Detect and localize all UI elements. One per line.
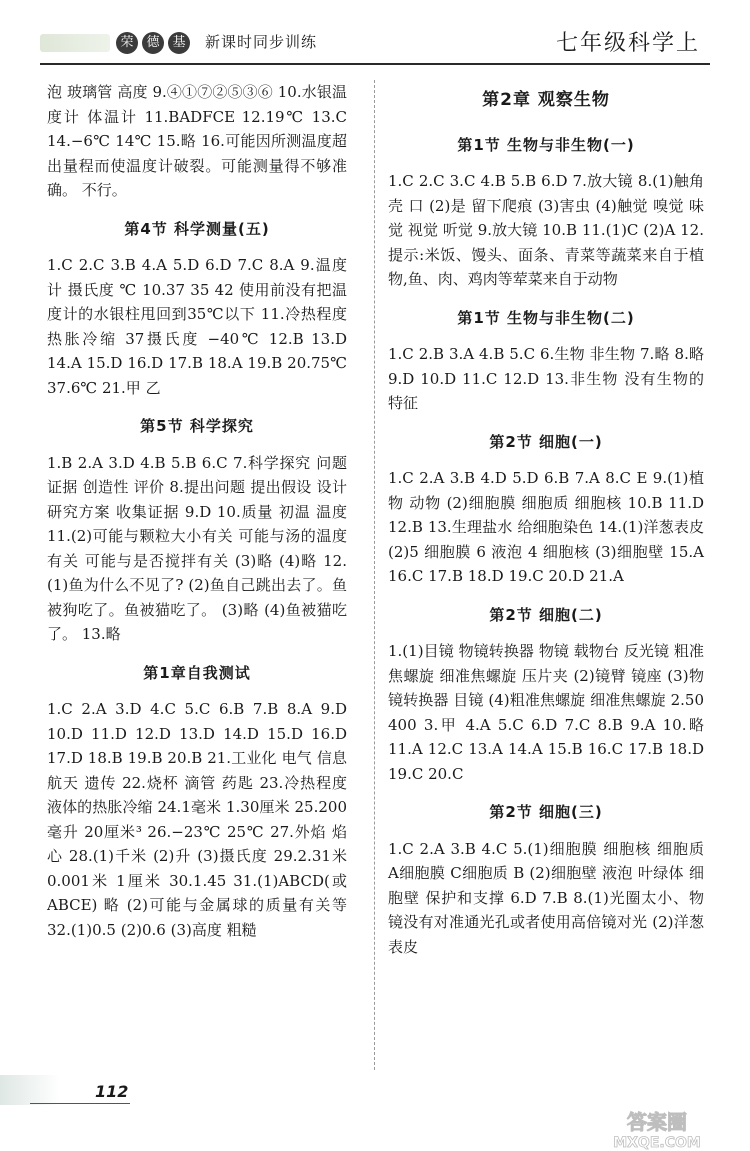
answer-paragraph: 1.C 2.C 3.B 4.A 5.D 6.D 7.C 8.A 9.温度计 摄氏度 ℃ 10.37 35 42 使用前没有把温度计的水银柱甩回到35℃以下 11.冷热程度 热胀冷缩 37摄氏度 −40℃ 12.B 13.D 14.A 15.D 16.D 17.B 18.A 19.B 20.75℃ 37.6℃ 21.甲 乙 xyxy=(47,256,347,397)
logo-seal-3: 基 xyxy=(168,32,190,54)
header-rule xyxy=(40,63,710,65)
answer-paragraph: 1.C 2.C 3.C 4.B 5.B 6.D 7.放大镜 8.(1)触角 壳 口 (2)是 留下爬痕 (3)害虫 (4)触觉 嗅觉 味觉 视觉 听觉 9.放大镜 10.B 11.(1)C (2)A 12.提示:米饭、馒头、面条、青菜等蔬菜来自于植物,鱼、肉、鸡肉等荤菜来自于动物 xyxy=(388,172,704,288)
section-heading: 第1节 生物与非生物(二) xyxy=(457,308,635,327)
footer-decoration xyxy=(0,1075,60,1105)
grade-subject-title: 七年级科学上 xyxy=(555,31,700,56)
answer-paragraph: 1.C 2.B 3.A 4.B 5.C 6.生物 非生物 7.略 8.略 9.D 10.D 11.C 12.D 13.非生物 没有生物的特征 xyxy=(388,345,704,412)
series-title: 新课时同步训练 xyxy=(205,33,318,51)
page-header xyxy=(0,0,750,70)
left-column xyxy=(47,80,347,942)
answer-paragraph: 1.C 2.A 3.B 4.D 5.D 6.B 7.A 8.C E 9.(1)植物 动物 (2)细胞膜 细胞质 细胞核 10.B 11.D 12.B 13.生理盐水 给细胞染色 14.(1)洋葱表皮 (2)5 细胞膜 6 液泡 4 细胞核 (3)细胞壁 15.A 16.C 17.B 18.D 19.C 20.D 21.A xyxy=(388,469,704,585)
section-heading: 第5节 科学探究 xyxy=(140,417,254,435)
column-divider xyxy=(374,80,376,1070)
page-footer xyxy=(0,1075,750,1149)
logo-stripe xyxy=(40,34,110,52)
answer-paragraph: 泡 玻璃管 高度 9.④①⑦②⑤③⑥ 10.水银温度计 体温计 11.BADFCE 12.19℃ 13.C 14.−6℃ 14℃ 15.略 16.可能因所测温度超出量程而使温度计破裂。可能测量得不够准确。 不行。 xyxy=(47,83,347,199)
page-number: 112 xyxy=(95,1082,129,1101)
logo-seal-2: 德 xyxy=(142,32,164,54)
site-watermark xyxy=(582,1107,732,1151)
answer-paragraph: 1.C 2.A 3.D 4.C 5.C 6.B 7.B 8.A 9.D 10.D 11.D 12.D 13.D 14.D 15.D 16.D 17.D 18.B 19.B 20.B 21.工业化 电气 信息 航天 遗传 22.烧杯 滴管 药匙 23.冷热程度 液体的热胀冷缩 24.1毫米 1.30厘米 25.200毫升 20厘米³ 26.−23℃ 25℃ 27.外焰 焰心 28.(1)千米 (2)升 (3)摄氏度 29.2.31米 0.001米 1厘米 30.1.45 31.(1)ABCD(或ABCE) 略 (2)可能与金属球的质量有关等 32.(1)0.5 (2)0.6 (3)高度 粗糙 xyxy=(47,700,347,939)
logo-seal-1: 荣 xyxy=(116,32,138,54)
section-heading: 第2节 细胞(三) xyxy=(489,803,603,821)
answer-paragraph: 1.(1)目镜 物镜转换器 物镜 载物台 反光镜 粗准焦螺旋 细准焦螺旋 压片夹 (2)镜臂 镜座 (3)物镜转换器 目镜 (4)粗准焦螺旋 细准焦螺旋 2.50 400 3.甲 4.A 5.C 6.D 7.C 8.B 9.A 10.略 11.A 12.C 13.A 14.A 15.B 16.C 17.B 18.D 19.C 20.C xyxy=(388,642,704,783)
answer-paragraph: 1.B 2.A 3.D 4.B 5.B 6.C 7.科学探究 问题 证据 创造性 评价 8.提出问题 提出假设 设计研究方案 收集证据 9.D 10.质量 初温 温度 11.(2)可能与颗粒大小有关 可能与汤的温度有关 可能与是否搅拌有关 (3)略 (4)略 12.(1)鱼为什么不见了? (2)鱼自己跳出去了。鱼被狗吃了。鱼被猫吃了。 (3)略 (4)鱼被猫吃了。 13.略 xyxy=(47,453,347,643)
section-heading: 第2章 观察生物 xyxy=(482,90,610,110)
footer-rule xyxy=(30,1103,130,1104)
right-column xyxy=(388,80,704,959)
section-heading: 第1节 生物与非生物(一) xyxy=(457,135,635,154)
section-heading: 第2节 细胞(一) xyxy=(489,432,603,451)
answer-paragraph: 1.C 2.A 3.B 4.C 5.(1)细胞膜 细胞核 细胞质 A细胞膜 C细胞质 B (2)细胞壁 液泡 叶绿体 细胞壁 保护和支撑 6.D 7.B 8.(1)光圈太小、物镜没有对准通光孔或者使用高倍镜对光 (2)洋葱表皮 xyxy=(388,839,704,956)
section-heading: 第4节 科学测量(五) xyxy=(124,219,270,238)
series-logo xyxy=(40,30,195,56)
watermark-url: MXQE.COM xyxy=(613,1135,701,1151)
section-heading: 第1章自我测试 xyxy=(143,663,251,682)
watermark-text: 答案圈 xyxy=(627,1110,687,1134)
section-heading: 第2节 细胞(二) xyxy=(489,605,603,624)
